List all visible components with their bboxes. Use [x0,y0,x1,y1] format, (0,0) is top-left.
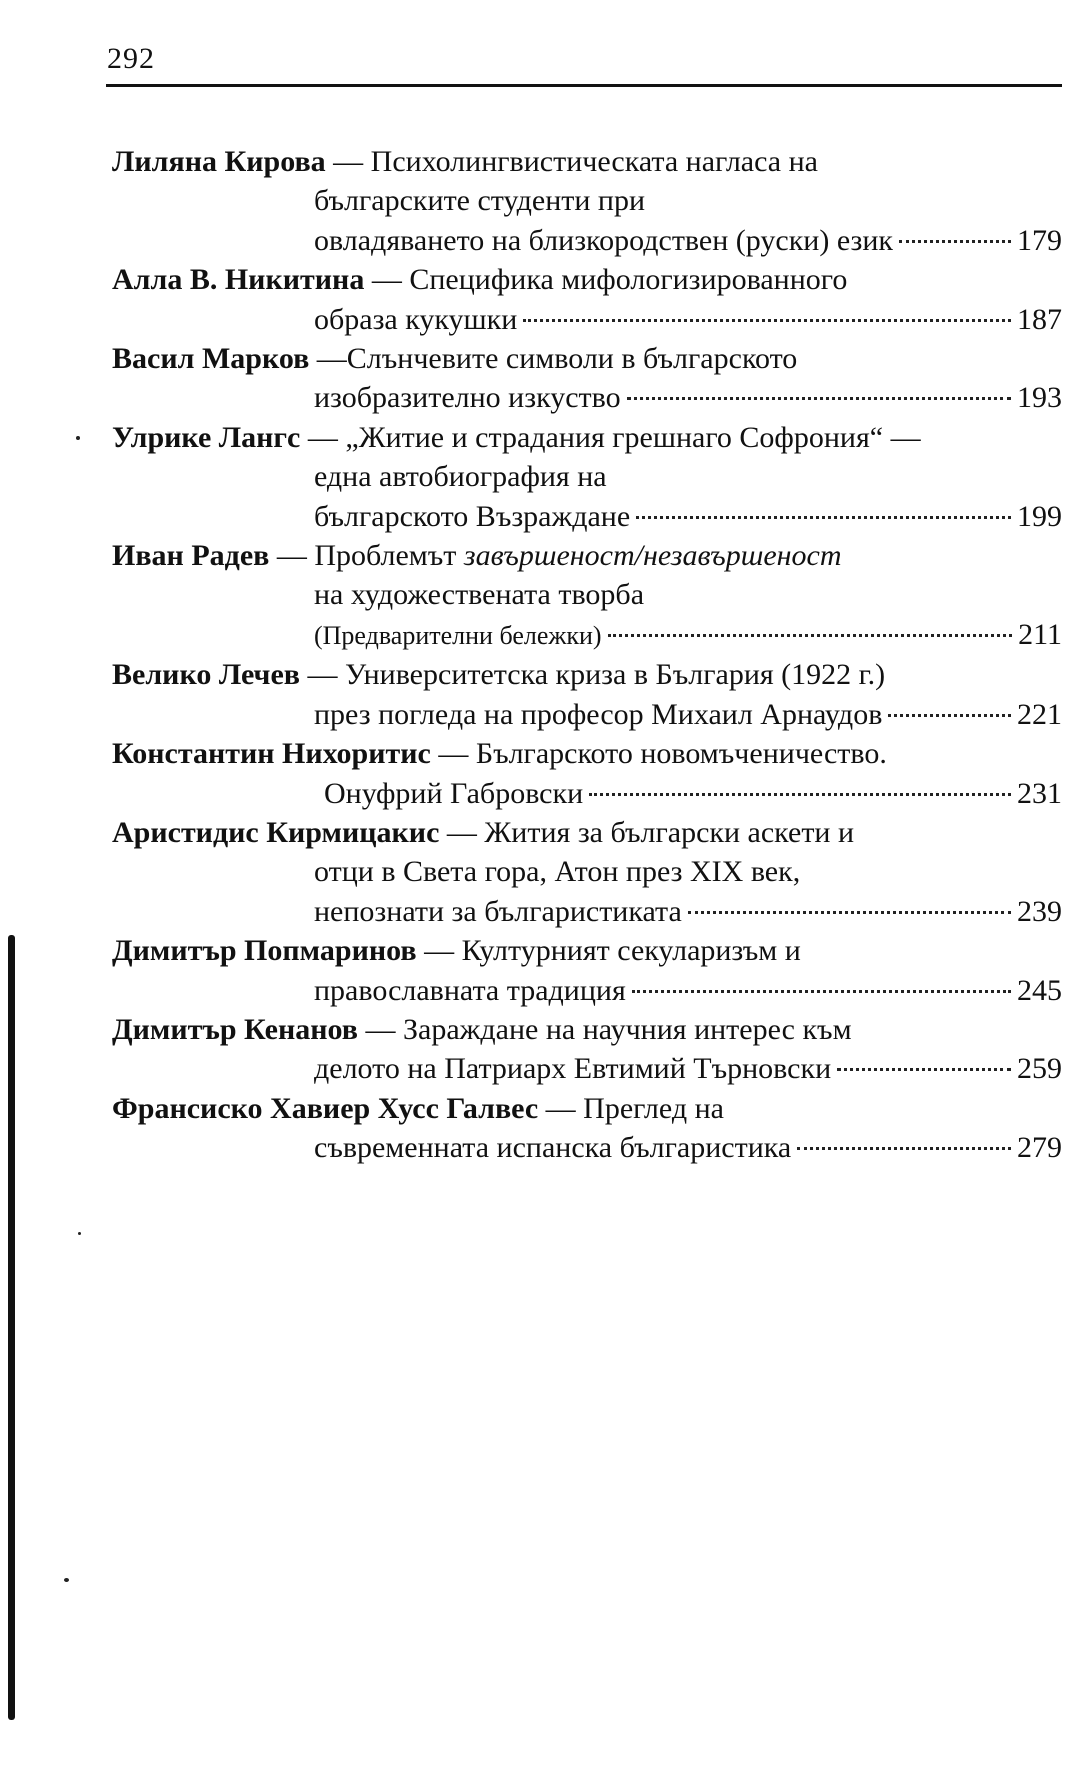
entry-title-line: съвременната испанска българистика [314,1131,792,1165]
toc-entry [112,142,1062,260]
entry-page-number: 259 [1017,1052,1062,1086]
entry-page-number: 231 [1017,776,1062,810]
entry-page-number: 211 [1018,617,1062,651]
toc-entry [112,536,1062,655]
toc-entry [112,655,1062,734]
toc-entry [112,260,1062,339]
entry-title-line: Преглед на [583,1091,724,1125]
entry-separator: — [325,145,371,178]
entry-author: Велико Лечев [112,658,300,692]
scan-speck [76,436,80,440]
scan-speck [64,1578,69,1582]
entry-title-line: Зараждане на научния интерес към [403,1012,852,1046]
entry-title-line: Онуфрий Габровски [324,776,584,810]
entry-page-number: 179 [1017,223,1062,257]
entry-title-line: православната традиция [314,973,626,1007]
scan-margin-bar [8,935,15,1720]
toc-entry [112,1089,1062,1168]
entry-page-number: 245 [1017,973,1062,1007]
entry-separator: — [416,934,462,968]
entry-title-line: овладяването на близкородствен (руски) език [314,223,893,257]
entry-title-line: Университетска криза в България (1922 г.) [344,658,886,692]
dot-leader [636,516,1011,519]
dot-leader [837,1068,1011,1071]
entry-title-italic: завършеност/незавършеност [463,539,842,573]
entry-title-line: изобразително изкуство [314,381,621,415]
entry-author: Васил Марков [112,342,310,376]
dot-leader [899,240,1011,243]
entry-title-line: една автобиография на [314,460,607,494]
entry-title-line: българските студенти при [314,184,646,218]
header-rule [106,84,1062,87]
toc-entry [112,813,1062,931]
dot-leader [608,634,1013,637]
scan-speck [78,1232,81,1235]
entry-title-line: Културният секуларизъм и [461,934,801,968]
entry-author: Иван Радев [112,539,270,573]
entry-title-line: Специфика мифологизированного [409,263,848,297]
dot-leader [627,397,1011,400]
entry-separator: — [439,815,485,849]
dot-leader [589,793,1011,796]
toc-entry [112,418,1062,536]
entry-author: Улрике Лангс [112,420,301,454]
entry-title-line: непознати за българистиката [314,894,682,928]
dot-leader [523,319,1011,322]
entry-title-line: Жития за български аскети и [484,815,855,849]
entry-title-line: Българското новомъченичество. [475,737,887,771]
entry-separator: — [538,1091,584,1125]
entry-title-line: „Житие и страдания грешнаго Софрония“ — [345,420,921,454]
table-of-contents [112,142,1062,1168]
entry-page-number: 199 [1017,499,1062,533]
entry-title-line: (Предварителни бележки) [314,620,602,650]
entry-page-number: 193 [1017,381,1062,415]
entry-title-line: отци в Света гора, Атон през XIX век, [314,855,801,889]
toc-entry [112,1010,1062,1089]
entry-title-line: Проблемът [314,539,457,573]
dot-leader [888,714,1011,717]
entry-separator: — [364,263,410,297]
entry-author: Константин Нихоритис [112,737,431,771]
entry-separator: — [299,658,345,692]
dot-leader [797,1147,1011,1150]
entry-title-line: българското Възраждане [314,499,631,533]
entry-title-line: Психолингвистическата нагласа на [370,145,818,178]
entry-title-line: делото на Патриарх Евтимий Търновски [314,1052,832,1086]
entry-title-line: Слънчевите символи в българското [346,342,798,376]
entry-title-line: през погледа на професор Михаил Арнаудов [314,697,883,731]
entry-separator: — [430,737,476,771]
toc-entry [112,339,1062,418]
entry-page-number: 239 [1017,894,1062,928]
entry-page-number: 221 [1017,697,1062,731]
toc-entry [112,931,1062,1010]
entry-separator: — [309,342,347,376]
page-number: 292 [107,42,155,75]
entry-separator: — [269,539,315,573]
entry-title-line: образа кукушки [314,302,518,336]
entry-page-number: 187 [1017,302,1062,336]
entry-separator: — [300,420,346,454]
entry-author: Димитър Кенанов [112,1012,359,1046]
dot-leader [688,911,1011,914]
toc-entry [112,734,1062,813]
entry-author: Алла В. Никитина [112,263,365,297]
entry-author: Аристидис Кирмицакис [112,815,440,849]
dot-leader [632,990,1011,993]
entry-title-line: на художествената творба [314,578,645,612]
entry-author: Франсиско Хавиер Хусс Галвес [112,1091,539,1125]
entry-page-number: 279 [1017,1131,1062,1165]
entry-separator: — [358,1012,404,1046]
entry-author: Димитър Попмаринов [112,934,417,968]
entry-author: Лиляна Кирова [112,145,326,178]
